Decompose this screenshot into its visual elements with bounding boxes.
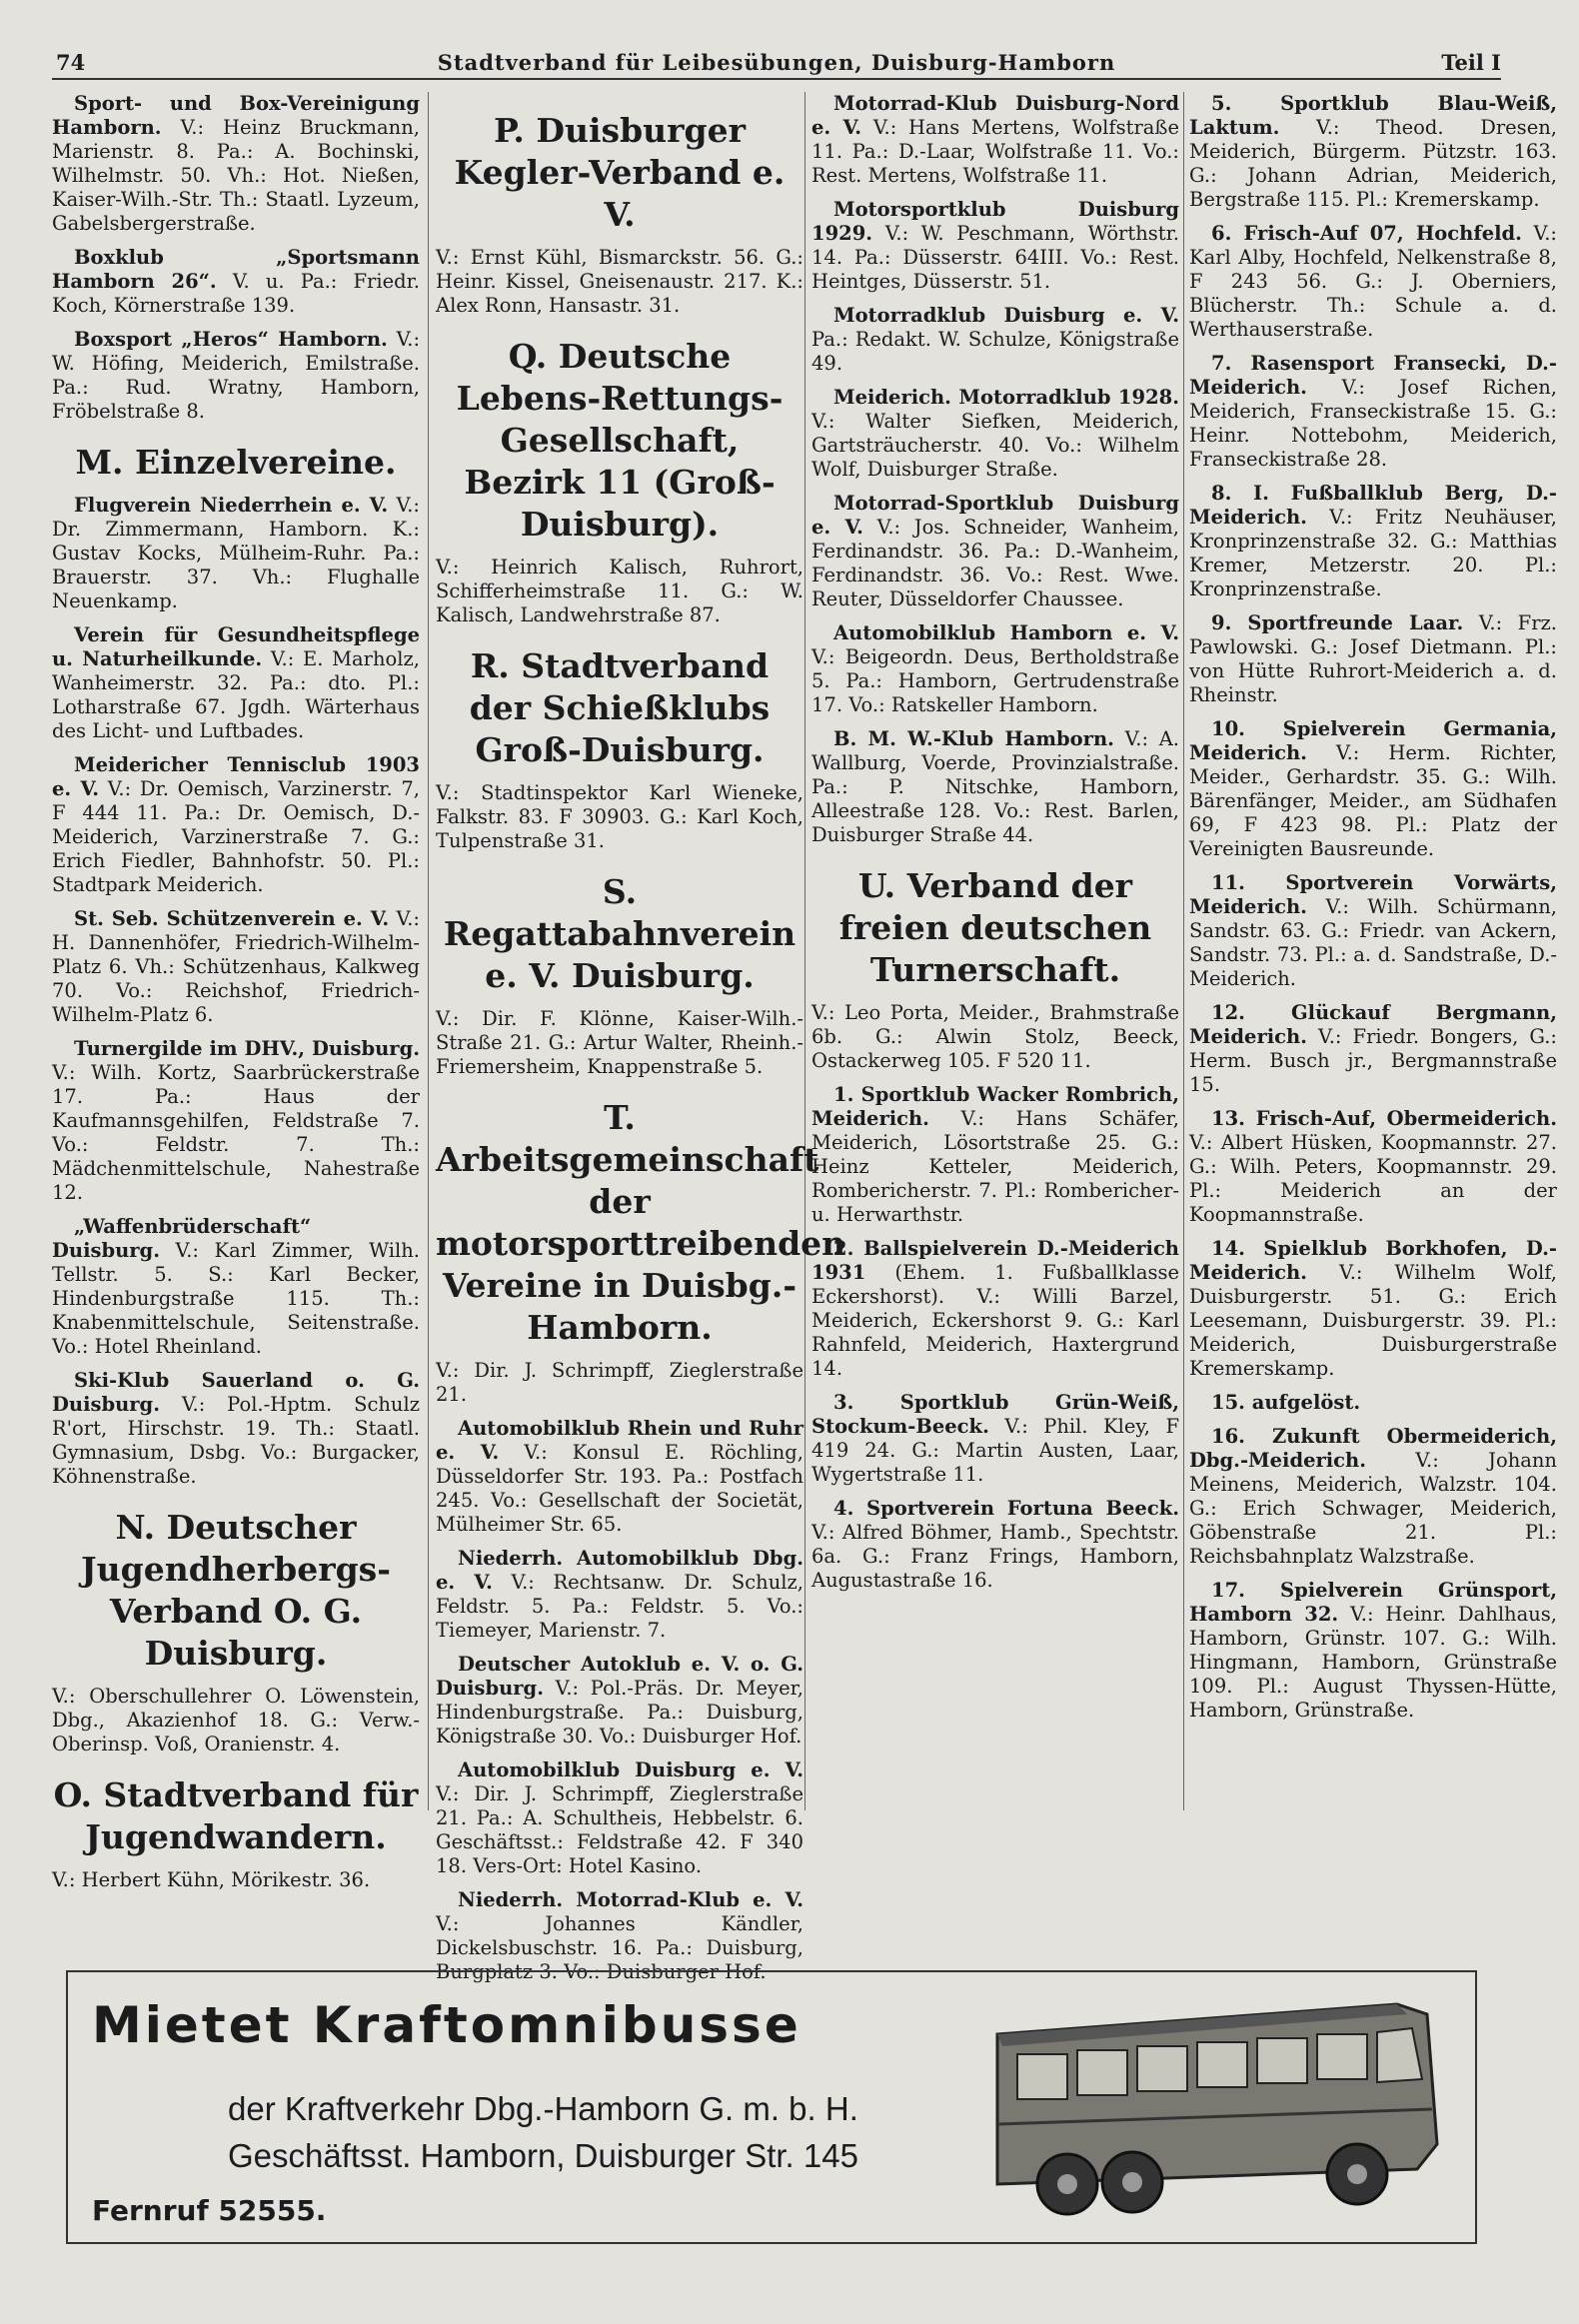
club-details: (Ehem. 1. Fußballklasse Eckershorst). V.: Willi Barzel, Meiderich, Eckershorst 9. G.: Karl Rahnfeld, Meiderich, Haxtergrund 14. bbox=[811, 1261, 1179, 1380]
club-entry bbox=[52, 328, 420, 424]
section-heading: S. Regattabahnverein e. V. Duisburg. bbox=[443, 872, 796, 995]
club-details: V.: Hans Mertens, Wolfstraße 11. Pa.: D.-Laar, Wolfstraße 11. Vo.: Rest. Mertens, Wolfstraße 11. bbox=[811, 116, 1179, 187]
column-divider bbox=[1183, 92, 1184, 1810]
column-1 bbox=[52, 92, 420, 1902]
club-name: Motorrad-Sportklub Duisburg e. V. bbox=[811, 492, 1179, 539]
club-name: 8. I. Fußballklub Berg, D.-Meiderich. bbox=[1189, 482, 1557, 529]
club-details: V.: Johannes Kändler, Dickelsbuschstr. 16. Pa.: Duisburg, Burgplatz 3. Vo.: Duisburger Hof. bbox=[436, 1912, 803, 1983]
club-name: Flugverein Niederrhein e. V. bbox=[74, 494, 389, 517]
club-details: V.: H. Dannenhöfer, Friedrich-Wilhelm-Platz 6. Vh.: Schützenhaus, Kalkweg 70. Vo.: Reichshof, Friedrich-Wilhelm-Platz 6. bbox=[52, 907, 421, 1026]
club-entry bbox=[811, 1497, 1179, 1593]
club-entry bbox=[52, 1215, 420, 1359]
club-entry bbox=[811, 1001, 1179, 1073]
page-header bbox=[52, 48, 1501, 80]
club-entry bbox=[811, 727, 1179, 847]
club-entry bbox=[1189, 1107, 1557, 1227]
ad-address: Geschäftsst. Hamborn, Duisburger Str. 145 bbox=[228, 2137, 858, 2174]
club-details: V.: Pol.-Hptm. Schulz R'ort, Hirschstr. 19. Th.: Staatl. Gymnasium, Dsbg. Vo.: Burgacker, Köhnenstraße. bbox=[52, 1393, 420, 1488]
club-name: 1. Sportklub Wacker Rombrich, Meiderich. bbox=[811, 1083, 1179, 1130]
club-details: V.: Heinz Bruckmann, Marienstr. 8. Pa.: A. Bochinski, Wilhelmstr. 50. Vh.: Hot. Nießen, Kaiser-Wilh.-Str. Th.: Staatl. Lyzeum, Gabelsbergerstraße. bbox=[52, 116, 420, 235]
club-name: Boxklub „Sportsmann Hamborn 26“. bbox=[52, 246, 420, 293]
club-details: V.: Dir. J. Schrimpff, Zieglerstraße 21. Pa.: A. Schultheis, Hebbelstr. 6. Geschäftsst.: Feldstraße 42. F 340 18. Vers-Ort: Hotel Kasino. bbox=[436, 1782, 803, 1877]
club-details: V.: Rechtsanw. Dr. Schulz, Feldstr. 5. Pa.: Feldstr. 5. Vo.: Tiemeyer, Marienstr. 7. bbox=[436, 1571, 803, 1642]
club-name: 14. Spielklub Borkhofen, D.-Meiderich. bbox=[1189, 1237, 1557, 1284]
club-name: Deutscher Autoklub e. V. o. G. Duisburg. bbox=[436, 1653, 803, 1700]
section-heading: U. Verband der freien deutschen Turnerschaft. bbox=[838, 866, 1152, 989]
club-details: V.: Karl Alby, Hochfeld, Nelkenstraße 8, F 243 56. G.: J. Oberniers, Blücherstr. Th.: Schule a. d. Werthauserstraße. bbox=[1189, 222, 1557, 341]
club-name: 12. Glückauf Bergmann, Meiderich. bbox=[1189, 1001, 1557, 1048]
club-details: V.: Johann Meinens, Meiderich, Walzstr. 104. G.: Erich Schwager, Meiderich, Göbenstraße 21. Pl.: Reichsbahnplatz Walzstraße. bbox=[1189, 1449, 1557, 1568]
club-details: V.: Dr. Oemisch, Varzinerstr. 7, F 444 11. Pa.: Dr. Oemisch, D.-Meiderich, Varzinerstraße 7. G.: Erich Fiedler, Bahnhofstr. 50. Pl.: Stadtpark Meiderich. bbox=[52, 777, 420, 896]
club-name: 4. Sportverein Fortuna Beeck. bbox=[833, 1497, 1179, 1520]
club-details: Pa.: Redakt. W. Schulze, Königstraße 49. bbox=[811, 328, 1179, 375]
club-details: V.: Frz. Pawlowski. G.: Josef Dietmann. Pl.: von Hütte Ruhrort-Meiderich a. d. Rheinstr. bbox=[1189, 611, 1557, 706]
club-entry bbox=[436, 1653, 803, 1748]
club-entry bbox=[811, 492, 1179, 611]
club-name: Meidericher Tennisclub 1903 e. V. bbox=[52, 753, 420, 800]
club-name: Automobilklub Rhein und Ruhr e. V. bbox=[436, 1417, 803, 1464]
club-details: V.: Karl Zimmer, Wilh. Tellstr. 5. S.: Karl Becker, Hindenburgstraße 115. Th.: Knabenmittelschule, Seitenstraße. Vo.: Hotel Rheinland. bbox=[52, 1239, 420, 1358]
club-entry bbox=[436, 1007, 803, 1079]
club-entry bbox=[436, 246, 803, 318]
club-entry bbox=[52, 1685, 420, 1756]
club-details: V.: Phil. Kley, F 419 24. G.: Martin Austen, Laar, Wygertstraße 11. bbox=[811, 1415, 1179, 1486]
club-entry bbox=[1189, 1001, 1557, 1097]
club-details: V.: Heinrich Kalisch, Ruhrort, Schifferheimstraße 11. G.: W. Kalisch, Landwehrstraße 87. bbox=[436, 556, 803, 626]
running-title: Stadtverband für Leibesübungen, Duisburg-Hamborn bbox=[437, 50, 1116, 75]
club-name: 6. Frisch-Auf 07, Hochfeld. bbox=[1211, 222, 1522, 245]
section-heading: O. Stadtverband für Jugendwandern. bbox=[53, 1775, 419, 1856]
bus-advertisement bbox=[66, 1970, 1477, 2244]
part-label: Teil I bbox=[1441, 50, 1501, 75]
club-entry bbox=[52, 494, 420, 613]
club-entry bbox=[436, 556, 803, 627]
club-name: 13. Frisch-Auf, Obermeiderich. bbox=[1211, 1107, 1557, 1130]
club-entry bbox=[436, 1417, 803, 1537]
club-entry bbox=[811, 1083, 1179, 1227]
club-details: V.: Beigeordn. Deus, Bertholdstraße 5. Pa.: Hamborn, Gertrudenstraße 17. Vo.: Ratskeller Hamborn. bbox=[811, 645, 1179, 716]
club-name: Ski-Klub Sauerland o. G. Duisburg. bbox=[52, 1369, 420, 1416]
club-name: Meiderich. Motorradklub 1928. bbox=[833, 386, 1179, 409]
club-name: 11. Sportverein Vorwärts, Meiderich. bbox=[1189, 871, 1557, 918]
club-entry bbox=[52, 623, 420, 743]
club-name: Sport- und Box-Vereinigung Hamborn. bbox=[52, 92, 420, 139]
club-entry bbox=[811, 198, 1179, 294]
club-name: Verein für Gesundheitspflege u. Naturheilkunde. bbox=[52, 623, 420, 670]
club-details: V. u. Pa.: Friedr. Koch, Körnerstraße 139. bbox=[52, 270, 420, 317]
club-entry bbox=[1189, 871, 1557, 991]
club-name: „Waffenbrüderschaft“ Duisburg. bbox=[52, 1215, 312, 1262]
club-entry bbox=[811, 621, 1179, 717]
club-entry bbox=[1189, 1425, 1557, 1569]
club-name: 15. aufgelöst. bbox=[1211, 1391, 1361, 1414]
club-name: Automobilklub Hamborn e. V. bbox=[833, 621, 1179, 644]
section-heading: P. Duisburger Kegler-Verband e. V. bbox=[454, 111, 786, 234]
club-details: V.: Theod. Dresen, Meiderich, Bürgerm. Pützstr. 163. G.: Johann Adrian, Meiderich, Bergstraße 115. Pl.: Kremerskamp. bbox=[1189, 116, 1557, 211]
column-divider bbox=[804, 92, 805, 1810]
club-entry bbox=[436, 1547, 803, 1643]
club-details: V.: Herbert Kühn, Mörikestr. 36. bbox=[52, 1868, 371, 1891]
club-details: V.: Pol.-Präs. Dr. Meyer, Hindenburgstraße. Pa.: Duisburg, Königstraße 30. Vo.: Duisburger Hof. bbox=[436, 1677, 803, 1747]
club-entry bbox=[1189, 222, 1557, 342]
club-name: 5. Sportklub Blau-Weiß, Laktum. bbox=[1189, 92, 1557, 139]
club-details: V.: Fritz Neuhäuser, Kronprinzenstraße 32. G.: Matthias Kremer, Metzerstr. 20. Pl.: Kronprinzenstraße. bbox=[1189, 506, 1557, 600]
club-details: V.: Herm. Richter, Meider., Gerhardstr. 35. G.: Wilh. Bärenfänger, Meider., am Südhafen 69, F 423 98. Pl.: Platz der Vereinigten Bausreunde. bbox=[1189, 741, 1557, 860]
club-entry bbox=[811, 92, 1179, 188]
club-entry bbox=[436, 781, 803, 853]
club-name: Motorsportklub Duisburg 1929. bbox=[811, 198, 1179, 245]
club-entry bbox=[811, 1237, 1179, 1381]
club-details: V.: Leo Porta, Meider., Brahmstraße 6b. G.: Alwin Stolz, Beeck, Ostackerweg 105. F 520 11. bbox=[811, 1001, 1179, 1072]
club-details: V.: Josef Richen, Meiderich, Franseckistraße 15. G.: Heinr. Nottebohm, Meiderich, Franseckistraße 28. bbox=[1189, 376, 1557, 471]
club-details: V.: Jos. Schneider, Wanheim, Ferdinandstr. 36. Pa.: D.-Wanheim, Ferdinandstr. 36. Vo.: Rest. Wwe. Reuter, Düsseldorfer Chaussee. bbox=[811, 516, 1179, 610]
club-entry bbox=[52, 907, 420, 1027]
club-details: V.: Wilh. Schürmann, Sandstr. 63. G.: Friedr. van Ackern, Sandstr. 73. Pl.: a. d. Sandstraße, D.-Meiderich. bbox=[1189, 895, 1557, 990]
club-name: 16. Zukunft Obermeiderich, Dbg.-Meiderich. bbox=[1189, 1425, 1557, 1472]
club-entry bbox=[52, 246, 420, 318]
club-details: V.: W. Höfing, Meiderich, Emilstraße. Pa.: Rud. Wratny, Hamborn, Fröbelstraße 8. bbox=[52, 328, 421, 423]
club-details: V.: Heinr. Dahlhaus, Hamborn, Grünstr. 107. G.: Wilh. Hingmann, Hamborn, Grünstraße 109. Pl.: August Thyssen-Hütte, Hamborn, Grünstraße. bbox=[1189, 1603, 1557, 1722]
club-name: Niederrh. Motorrad-Klub e. V. bbox=[458, 1888, 803, 1911]
club-entry bbox=[52, 1868, 420, 1892]
club-name: B. M. W.-Klub Hamborn. bbox=[833, 727, 1114, 750]
club-details: V.: Walter Siefken, Meiderich, Gartsträucherstr. 40. Vo.: Wilhelm Wolf, Duisburger Straße. bbox=[811, 410, 1179, 481]
section-heading: R. Stadtverband der Schießklubs Groß-Duisburg. bbox=[469, 646, 771, 769]
club-name: Automobilklub Duisburg e. V. bbox=[458, 1758, 803, 1781]
club-entry bbox=[1189, 611, 1557, 707]
section-heading: T. Arbeitsgemeinschaft der motorsporttreibenden Vereine in Duisbg.-Hamborn. bbox=[436, 1098, 846, 1347]
club-name: Niederrh. Automobilklub Dbg. e. V. bbox=[436, 1547, 803, 1594]
club-name: 3. Sportklub Grün-Weiß, Stockum-Beeck. bbox=[811, 1391, 1179, 1438]
club-entry bbox=[1189, 1237, 1557, 1381]
club-details: V.: Konsul E. Röchling, Düsseldorfer Str. 193. Pa.: Postfach 245. Vo.: Gesellschaft der Societät, Mülheimer Str. 65. bbox=[436, 1441, 803, 1536]
club-entry bbox=[436, 1359, 803, 1407]
club-details: V.: Stadtinspektor Karl Wieneke, Falkstr. 83. F 30903. G.: Karl Koch, Tulpenstraße 31. bbox=[436, 781, 803, 852]
club-name: Motorrad-Klub Duisburg-Nord e. V. bbox=[811, 92, 1179, 139]
club-name: 7. Rasensport Fransecki, D.-Meiderich. bbox=[1189, 352, 1557, 399]
club-entry bbox=[811, 386, 1179, 482]
club-name: Motorradklub Duisburg e. V. bbox=[833, 304, 1179, 327]
club-details: V.: W. Peschmann, Wörthstr. 14. Pa.: Düsserstr. 64III. Vo.: Rest. Heintges, Düsserstr. 51. bbox=[811, 222, 1179, 293]
section-heading: Q. Deutsche Lebens-Rettungs-Gesellschaft, Bezirk 11 (Groß-Duisburg). bbox=[456, 337, 784, 544]
club-details: V.: Alfred Böhmer, Hamb., Spechtstr. 6a. G.: Franz Frings, Hamborn, Augustastraße 16. bbox=[811, 1521, 1179, 1592]
club-name: 9. Sportfreunde Laar. bbox=[1211, 611, 1464, 634]
ad-headline: Mietet Kraftomnibusse bbox=[92, 1996, 801, 2054]
club-details: V.: Ernst Kühl, Bismarckstr. 56. G.: Heinr. Kissel, Gneisenaustr. 217. K.: Alex Ronn, Hansastr. 31. bbox=[436, 246, 803, 317]
club-entry bbox=[811, 1391, 1179, 1487]
club-details: V.: Dir. J. Schrimpff, Zieglerstraße 21. bbox=[436, 1359, 803, 1406]
ad-phone: Fernruf 52555. bbox=[92, 2194, 327, 2227]
club-entry bbox=[436, 1758, 803, 1878]
club-details: V.: Dir. F. Klönne, Kaiser-Wilh.-Straße 21. G.: Artur Walter, Rheinh.-Friemersheim, Knappenstraße 5. bbox=[436, 1007, 803, 1078]
club-name: 17. Spielverein Grünsport, Hamborn 32. bbox=[1189, 1579, 1557, 1626]
club-entry bbox=[1189, 352, 1557, 472]
club-details: V.: Hans Schäfer, Meiderich, Lösortstraße 25. G.: Heinz Ketteler, Meiderich, Rombericherstr. 7. Pl.: Rombericher- u. Herwarthstr. bbox=[811, 1107, 1179, 1226]
page-number: 74 bbox=[56, 50, 86, 75]
club-name: Turnergilde im DHV., Duisburg. bbox=[74, 1037, 420, 1060]
club-details: V.: Oberschullehrer O. Löwenstein, Dbg., Akazienhof 18. G.: Verw.-Oberinsp. Voß, Oranienstr. 4. bbox=[52, 1685, 420, 1755]
club-details: V.: Wilhelm Wolf, Duisburgerstr. 51. G.: Erich Leesemann, Duisburgerstr. 39. Pl.: Meiderich, Duisburgerstraße Kremerskamp. bbox=[1189, 1261, 1557, 1380]
club-entry bbox=[1189, 482, 1557, 601]
column-2 bbox=[436, 92, 846, 1994]
club-details: V.: Wilh. Kortz, Saarbrückerstraße 17. Pa.: Haus der Kaufmannsgehilfen, Feldstraße 7. Vo.: Feldstr. 7. Th.: Mädchenmittelschule, Nahestraße 12. bbox=[52, 1061, 420, 1204]
ad-company: der Kraftverkehr Dbg.-Hamborn G. m. b. H. bbox=[228, 2090, 858, 2127]
club-details: V.: Dr. Zimmermann, Hamborn. K.: Gustav Kocks, Mülheim-Ruhr. Pa.: Brauerstr. 37. Vh.: Flughalle Neuenkamp. bbox=[52, 494, 420, 612]
club-entry bbox=[1189, 92, 1557, 212]
club-details: V.: Friedr. Bongers, G.: Herm. Busch jr., Bergmannstraße 15. bbox=[1189, 1025, 1557, 1096]
section-heading: N. Deutscher Jugendherbergs-Verband O. G. Duisburg. bbox=[81, 1508, 391, 1673]
club-entry bbox=[52, 1037, 420, 1205]
club-name: Boxsport „Heros“ Hamborn. bbox=[74, 328, 388, 351]
club-entry bbox=[52, 1369, 420, 1489]
club-name: 2. Ballspielverein D.-Meiderich 1931 bbox=[811, 1237, 1179, 1284]
club-entry bbox=[52, 753, 420, 897]
column-4 bbox=[1189, 92, 1557, 1733]
club-details: V.: E. Marholz, Wanheimerstr. 32. Pa.: dto. Pl.: Lotharstraße 67. Jgdh. Wärterhaus des Licht- und Luftbades. bbox=[52, 647, 420, 742]
club-entry bbox=[1189, 1391, 1557, 1415]
column-divider bbox=[428, 92, 429, 1810]
club-entry bbox=[1189, 1579, 1557, 1723]
club-name: St. Seb. Schützenverein e. V. bbox=[74, 907, 390, 930]
bus-illustration bbox=[957, 1994, 1457, 2224]
club-entry bbox=[52, 92, 420, 236]
club-entry bbox=[1189, 717, 1557, 861]
club-name: 10. Spielverein Germania, Meiderich. bbox=[1189, 717, 1557, 764]
club-entry bbox=[811, 304, 1179, 376]
club-details: V.: Albert Hüsken, Koopmannstr. 27. G.: Wilh. Peters, Koopmannstr. 29. Pl.: Meiderich an der Koopmannstraße. bbox=[1189, 1131, 1557, 1226]
column-3 bbox=[811, 92, 1179, 1603]
section-heading: M. Einzelvereine. bbox=[75, 443, 397, 482]
club-details: V.: A. Wallburg, Voerde, Provinzialstraße. Pa.: P. Nitschke, Hamborn, Alleestraße 128. Vo.: Rest. Barlen, Duisburger Straße 44. bbox=[811, 727, 1179, 846]
